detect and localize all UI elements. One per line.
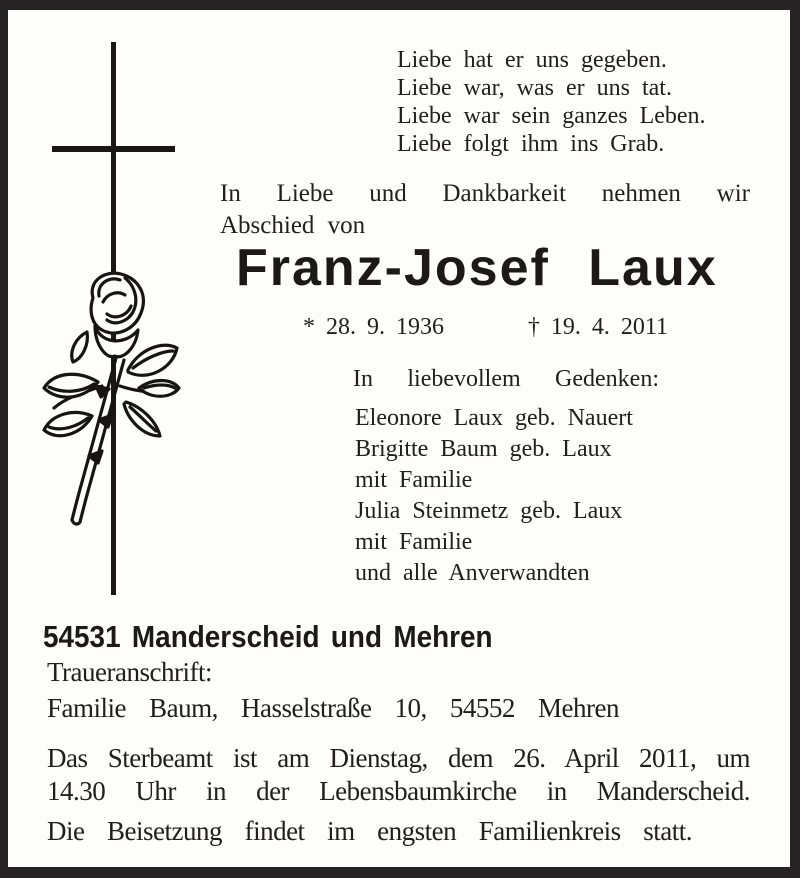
deceased-name: Franz-Josef Laux <box>236 239 718 297</box>
memorial-heading: In liebevollem Gedenken: <box>353 366 659 392</box>
address-line: Familie Baum, Hasselstraße 10, 54552 Mehren <box>47 693 619 723</box>
mourners-list <box>355 403 633 589</box>
poem-line: Liebe war sein ganzes Leben. <box>397 103 706 129</box>
mourner-row: mit Familie <box>355 467 473 493</box>
mourner-row: und alle Anverwandten <box>355 560 590 586</box>
life-dates <box>303 312 668 342</box>
poem-line: Liebe hat er uns gegeben. <box>397 47 667 73</box>
service-line-2: 14.30 Uhr in der Lebensbaumkirche in Manderscheid. <box>47 776 750 806</box>
burial-line: Die Beisetzung findet im engsten Familienkreis statt. <box>47 816 692 846</box>
cross-horizontal-bar <box>52 146 175 152</box>
mourner-row: Eleonore Laux geb. Nauert <box>355 405 633 431</box>
death-date: † 19. 4. 2011 <box>527 314 668 340</box>
mourner-row: Julia Steinmetz geb. Laux <box>355 498 623 524</box>
service-line-1: Das Sterbeamt ist am Dienstag, dem 26. April 2011, um <box>47 743 750 773</box>
poem <box>397 46 706 158</box>
mourner-row: mit Familie <box>355 529 473 555</box>
intro-line-2: Abschied von <box>220 212 366 239</box>
location-heading: 54531 Manderscheid und Mehren <box>43 619 493 654</box>
mourner-row: Brigitte Baum geb. Laux <box>355 436 612 462</box>
intro-line-1: In Liebe und Dankbarkeit nehmen wir <box>220 180 750 207</box>
poem-line: Liebe war, was er uns tat. <box>397 75 672 101</box>
birth-date: * 28. 9. 1936 <box>303 314 444 340</box>
rose-icon <box>36 268 181 534</box>
notice-paper <box>8 10 790 867</box>
address-label: Traueranschrift: <box>47 657 212 687</box>
poem-line: Liebe folgt ihm ins Grab. <box>397 131 665 157</box>
